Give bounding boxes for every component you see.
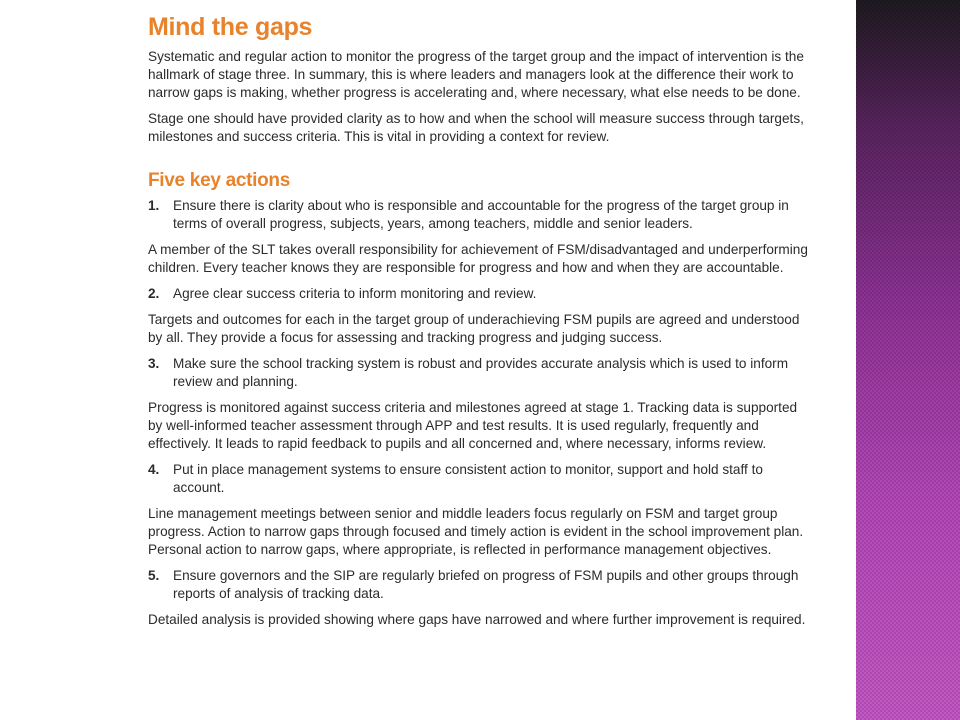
action-item-1 <box>148 197 814 233</box>
action-detail-3: Progress is monitored against success criteria and milestones agreed at stage 1. Tracking data is supported by well-informed teacher assessment through APP and test results. It is used regularly, frequently and effectively. It leads to rapid feedback to pupils and all concerned and, where necessary, informs review. <box>148 400 798 451</box>
section-title: Five key actions <box>148 170 290 191</box>
action-text: Make sure the school tracking system is robust and provides accurate analysis which is used to inform review and planning. <box>173 356 789 389</box>
action-number: 5. <box>148 568 160 583</box>
document-page <box>132 0 822 720</box>
action-detail-1: A member of the SLT takes overall responsibility for achievement of FSM/disadvantaged and underperforming children. Every teacher knows they are responsible for progress and how and when they are accountable. <box>148 242 808 275</box>
action-item-4 <box>148 461 814 497</box>
decorative-side-band <box>856 0 960 720</box>
action-detail-5: Detailed analysis is provided showing where gaps have narrowed and where further improvement is required. <box>148 612 806 627</box>
action-text: Ensure governors and the SIP are regularly briefed on progress of FSM pupils and other groups through reports of analysis of tracking data. <box>173 568 799 601</box>
action-detail-2: Targets and outcomes for each in the target group of underachieving FSM pupils are agreed and understood by all. They provide a focus for assessing and tracking progress and judging success. <box>148 312 800 345</box>
action-number: 1. <box>148 198 160 213</box>
action-item-2 <box>148 285 814 303</box>
action-detail-4: Line management meetings between senior and middle leaders focus regularly on FSM and target group progress. Action to narrow gaps through focused and timely action is evident in the school improvement plan. Personal action to narrow gaps, where appropriate, is reflected in performance management objectives. <box>148 506 804 557</box>
document-content <box>148 10 814 637</box>
page-title: Mind the gaps <box>148 13 313 41</box>
action-item-3 <box>148 355 814 391</box>
action-item-5 <box>148 567 814 603</box>
action-number: 3. <box>148 356 160 371</box>
action-text: Put in place management systems to ensure consistent action to monitor, support and hold staff to account. <box>173 462 763 495</box>
action-number: 4. <box>148 462 160 477</box>
action-text: Agree clear success criteria to inform monitoring and review. <box>173 286 537 301</box>
intro-paragraph: Stage one should have provided clarity as to how and when the school will measure success through targets, milestones and success criteria. This is vital in providing a context for review. <box>148 111 804 144</box>
action-number: 2. <box>148 286 160 301</box>
action-text: Ensure there is clarity about who is responsible and accountable for the progress of the target group in terms of overall progress, subjects, years, among teachers, middle and senior leaders. <box>173 198 789 231</box>
intro-paragraph: Systematic and regular action to monitor the progress of the target group and the impact of intervention is the hallmark of stage three. In summary, this is where leaders and managers look at the difference their work to narrow gaps is making, whether progress is accelerating and, where necessary, what else needs to be done. <box>148 49 804 100</box>
